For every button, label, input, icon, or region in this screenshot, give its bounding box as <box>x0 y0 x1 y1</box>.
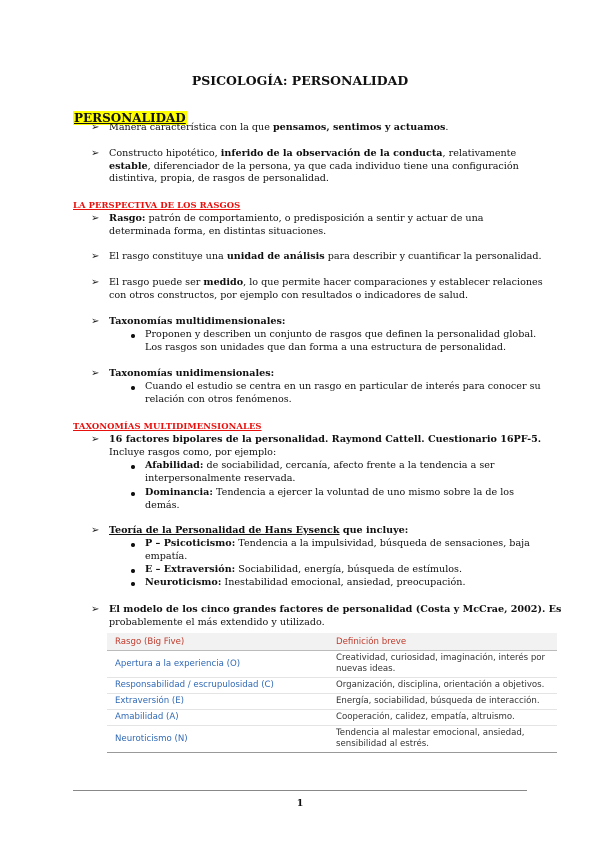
sub-bullet-text: Neuroticismo: Inestabilidad emocional, ansiedad, preocupación. <box>145 577 466 588</box>
footer-divider <box>73 790 527 791</box>
page-title: PSICOLOGÍA: PERSONALIDAD <box>191 73 409 88</box>
table-cell-trait: Extraversión (E) <box>107 694 328 710</box>
bullet-dot-icon <box>131 334 135 338</box>
sub-bullet-text: Cuando el estudio se centra en un rasgo en particular de interés para conocer su relación con otros fenómenos. <box>145 381 541 405</box>
bullet-text: Teoría de la Personalidad de Hans Eysenck que incluye: <box>109 525 409 536</box>
table-cell-definition: Creatividad, curiosidad, imaginación, interés por nuevas ideas. <box>328 651 557 678</box>
table-row <box>107 726 557 753</box>
bullet-dot-icon <box>131 543 135 547</box>
bullet-text: Rasgo: patrón de comportamiento, o predisposición a sentir y actuar de una determinada forma, en distintas situaciones. <box>109 213 484 237</box>
table-row <box>107 694 557 710</box>
arrow-bullet-icon: ➢ <box>91 213 100 224</box>
arrow-bullet-icon: ➢ <box>91 604 100 615</box>
bullet-text: El rasgo constituye una unidad de análisis para describir y cuantificar la personalidad. <box>109 251 542 262</box>
arrow-bullet-icon: ➢ <box>91 251 100 262</box>
sub-bullet-text: Dominancia: Tendencia a ejercer la voluntad de uno mismo sobre la de los demás. <box>145 487 514 511</box>
sub-bullet-text: P – Psicoticismo: Tendencia a la impulsividad, búsqueda de sensaciones, baja empatía. <box>145 538 530 562</box>
bullet-dot-icon <box>131 582 135 586</box>
sub-bullet-text: Afabilidad: de sociabilidad, cercanía, afecto frente a la tendencia a ser interpersonalmente reservada. <box>145 460 495 484</box>
arrow-bullet-icon: ➢ <box>91 122 100 133</box>
section-heading-taxonomias: TAXONOMÍAS MULTIDIMENSIONALES <box>73 421 262 431</box>
bullet-text: Manera característica con la que pensamos, sentimos y actuamos. <box>109 122 449 133</box>
table-row <box>107 678 557 694</box>
bullet-text: Taxonomías multidimensionales: <box>109 316 286 327</box>
bullet-dot-icon <box>131 492 135 496</box>
arrow-bullet-icon: ➢ <box>91 368 100 379</box>
bullet-text: Constructo hipotético, inferido de la observación de la conducta, relativamente estable, diferenciador de la persona, ya que cada individuo tiene una configuración distintiva, propia, de rasgos de personalidad. <box>109 148 519 185</box>
sub-bullet-text: Proponen y describen un conjunto de rasgos que definen la personalidad global. Los rasgos son unidades que dan forma a una estructura de personalidad. <box>145 329 537 353</box>
table-cell-definition: Tendencia al malestar emocional, ansiedad, sensibilidad al estrés. <box>328 726 557 753</box>
table-cell-definition: Energía, sociabilidad, búsqueda de interacción. <box>328 694 557 710</box>
bullet-text: El modelo de los cinco grandes factores de personalidad (Costa y McCrae, 2002). Es probablemente el más extendido y utilizado. <box>109 604 562 628</box>
bullet-text: El rasgo puede ser medido, lo que permite hacer comparaciones y establecer relaciones con otros constructos, por ejemplo con resultados o indicadores de salud. <box>109 277 543 301</box>
table-header-cell: Definición breve <box>328 633 557 651</box>
table-cell-definition: Organización, disciplina, orientación a objetivos. <box>328 678 557 694</box>
arrow-bullet-icon: ➢ <box>91 316 100 327</box>
page-number: 1 <box>296 798 304 809</box>
bullet-text: Taxonomías unidimensionales: <box>109 368 275 379</box>
table-row <box>107 710 557 726</box>
table-header-row <box>107 633 557 651</box>
table-cell-trait: Neuroticismo (N) <box>107 726 328 753</box>
bullet-dot-icon <box>131 569 135 573</box>
table-cell-trait: Responsabilidad / escrupulosidad (C) <box>107 678 328 694</box>
sub-bullet-text: E – Extraversión: Sociabilidad, energía, búsqueda de estímulos. <box>145 564 463 575</box>
table-cell-trait: Apertura a la experiencia (O) <box>107 651 328 678</box>
arrow-bullet-icon: ➢ <box>91 148 100 159</box>
table-cell-trait: Amabilidad (A) <box>107 710 328 726</box>
table-row <box>107 651 557 678</box>
big-five-table <box>107 633 557 753</box>
bullet-text: 16 factores bipolares de la personalidad. Raymond Cattell. Cuestionario 16PF-5. Incluye rasgos como, por ejemplo: <box>109 434 542 458</box>
table-header-cell: Rasgo (Big Five) <box>107 633 328 651</box>
arrow-bullet-icon: ➢ <box>91 525 100 536</box>
bullet-dot-icon <box>131 465 135 469</box>
arrow-bullet-icon: ➢ <box>91 277 100 288</box>
table-cell-definition: Cooperación, calidez, empatía, altruismo. <box>328 710 557 726</box>
section-heading-personalidad: PERSONALIDAD <box>74 111 186 125</box>
arrow-bullet-icon: ➢ <box>91 434 100 445</box>
bullet-dot-icon <box>131 386 135 390</box>
section-heading-rasgos: LA PERSPECTIVA DE LOS RASGOS <box>73 200 241 210</box>
